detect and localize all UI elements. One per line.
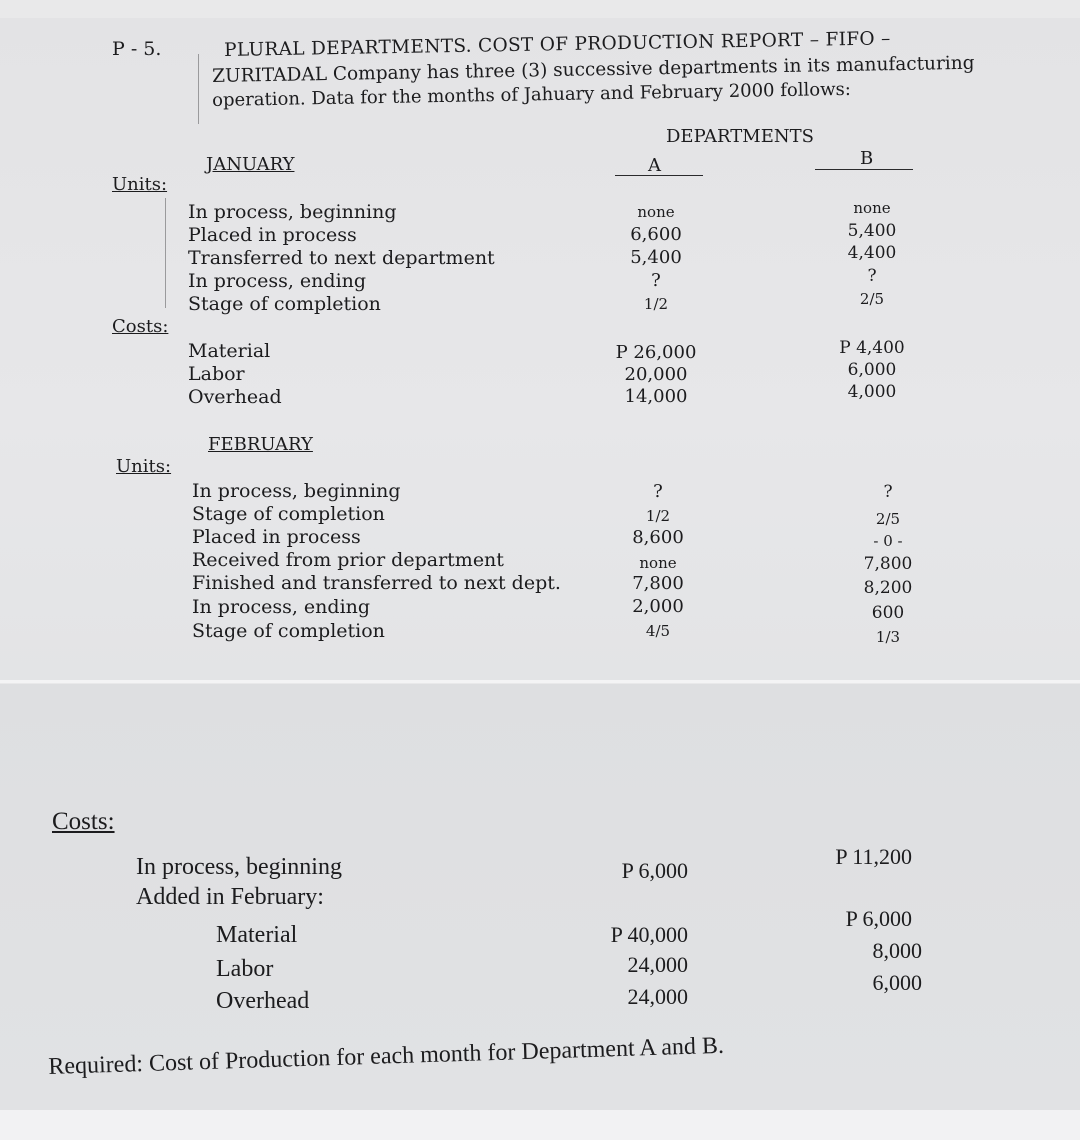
- january-unit-b-3: ?: [867, 266, 877, 286]
- february-unit-b-3: 7,800: [863, 554, 913, 574]
- january-unit-b-2: 4,400: [847, 243, 897, 263]
- january-unit-b-1: 5,400: [847, 221, 897, 241]
- january-unit-a-1: 6,600: [630, 224, 682, 245]
- february-added-label-2: Overhead: [216, 988, 310, 1014]
- february-costs-label: Costs:: [52, 808, 115, 835]
- january-cost-a-1: 20,000: [624, 364, 688, 385]
- problem-intro-line3: operation. Data for the months of Jahuary and February 2000 follows:: [212, 78, 851, 111]
- january-unit-label-1: Placed in process: [188, 224, 357, 246]
- february-unit-a-0: ?: [653, 481, 663, 502]
- february-added-label: Added in February:: [136, 884, 324, 910]
- february-unit-a-2: 8,600: [632, 527, 684, 548]
- february-unit-b-4: 8,200: [863, 578, 913, 598]
- margin-rule: [165, 198, 166, 308]
- february-unit-label-4: Finished and transferred to next dept.: [192, 572, 561, 594]
- january-label: JANUARY: [206, 154, 295, 175]
- page-photo-top: [0, 18, 1080, 683]
- february-wip-a: P 6,000: [621, 858, 688, 883]
- dept-b-underline: [815, 169, 913, 170]
- february-unit-a-3: none: [639, 554, 677, 572]
- page-bottom-margin: [0, 1110, 1080, 1140]
- january-unit-a-4: 1/2: [643, 295, 669, 313]
- january-cost-a-2: 14,000: [624, 386, 688, 407]
- february-added-b-0: P 6,000: [845, 906, 912, 931]
- february-unit-label-3: Received from prior department: [192, 549, 504, 571]
- january-cost-label-2: Overhead: [188, 386, 282, 408]
- february-added-label-0: Material: [216, 922, 298, 948]
- february-unit-a-4: 7,800: [632, 573, 684, 594]
- january-unit-b-4: 2/5: [859, 290, 885, 308]
- february-unit-a-5: 2,000: [632, 596, 684, 617]
- departments-heading: DEPARTMENTS: [666, 126, 814, 147]
- february-label: FEBRUARY: [208, 434, 313, 455]
- february-added-label-1: Labor: [216, 956, 274, 982]
- january-unit-label-3: In process, ending: [188, 270, 367, 292]
- january-costs-label: Costs:: [112, 316, 169, 337]
- january-unit-a-3: ?: [651, 270, 661, 291]
- january-unit-a-2: 5,400: [630, 247, 682, 268]
- february-unit-b-0: ?: [883, 482, 893, 502]
- february-unit-label-2: Placed in process: [192, 526, 361, 548]
- january-units-label: Units:: [112, 174, 168, 195]
- february-added-b-1: 8,000: [872, 938, 922, 963]
- february-unit-a-1: 1/2: [645, 507, 671, 525]
- february-unit-b-6: 1/3: [875, 628, 901, 646]
- january-unit-label-4: Stage of completion: [188, 293, 381, 315]
- february-unit-b-2: - 0 -: [873, 532, 903, 550]
- january-unit-label-2: Transferred to next department: [188, 247, 495, 269]
- january-cost-b-0: P 4,400: [839, 338, 905, 358]
- january-cost-a-0: P 26,000: [615, 342, 697, 363]
- problem-number: P - 5.: [112, 38, 162, 60]
- required-statement: Required: Cost of Production for each month for Department A and B.: [48, 1032, 725, 1080]
- january-cost-label-1: Labor: [188, 363, 245, 385]
- problem-title: PLURAL DEPARTMENTS. COST OF PRODUCTION REPORT – FIFO –: [224, 28, 891, 61]
- dept-a-label: A: [648, 155, 661, 176]
- february-wip-label: In process, beginning: [136, 854, 342, 880]
- february-unit-label-6: Stage of completion: [192, 620, 385, 642]
- dept-b-label: B: [860, 148, 874, 169]
- february-wip-b: P 11,200: [835, 844, 912, 869]
- february-unit-label-5: In process, ending: [192, 596, 371, 618]
- february-added-a-0: P 40,000: [610, 922, 688, 947]
- february-added-b-2: 6,000: [872, 970, 922, 995]
- problem-intro-line2: ZURITADAL Company has three (3) successive departments in its manufacturing: [212, 52, 975, 87]
- margin-rule: [198, 54, 199, 124]
- january-cost-label-0: Material: [188, 340, 271, 362]
- february-unit-a-6: 4/5: [645, 622, 671, 640]
- february-unit-b-1: 2/5: [875, 510, 901, 528]
- january-unit-b-0: none: [853, 199, 891, 217]
- january-unit-a-0: none: [637, 203, 675, 221]
- february-unit-b-5: 600: [871, 603, 905, 623]
- january-cost-b-1: 6,000: [847, 360, 897, 380]
- february-unit-label-0: In process, beginning: [192, 480, 401, 502]
- january-cost-b-2: 4,000: [847, 382, 897, 402]
- february-added-a-1: 24,000: [627, 952, 688, 977]
- page-photo-bottom: [0, 684, 1080, 1110]
- february-units-label: Units:: [116, 456, 172, 477]
- january-unit-label-0: In process, beginning: [188, 201, 397, 223]
- february-unit-label-1: Stage of completion: [192, 503, 385, 525]
- february-added-a-2: 24,000: [627, 984, 688, 1009]
